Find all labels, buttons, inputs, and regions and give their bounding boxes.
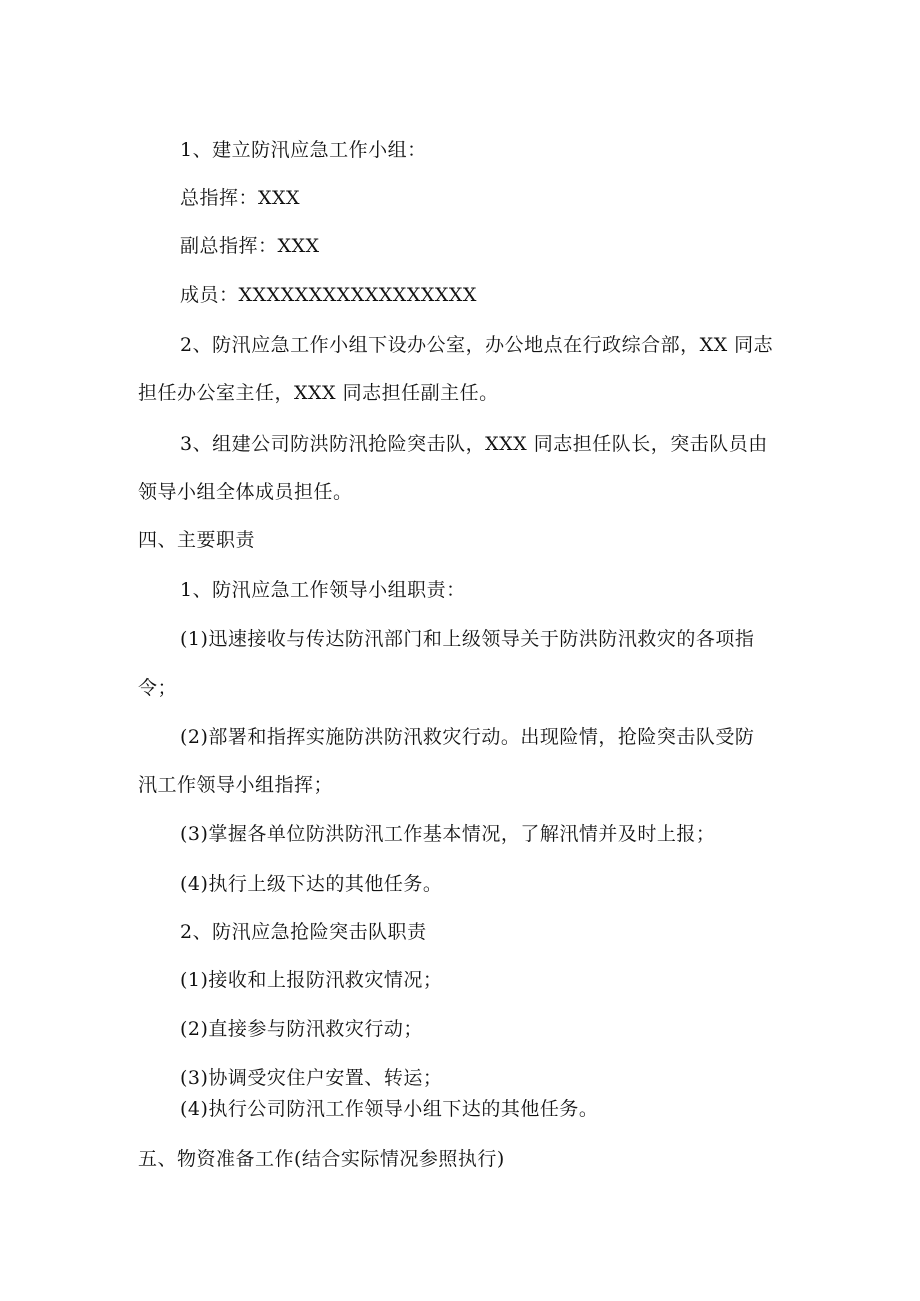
text-line: (3)协调受灾住户安置、转运； [180, 1067, 443, 1089]
text-line: 2、防汛应急抢险突击队职责 [180, 921, 427, 943]
text-line: 汛工作领导小组指挥； [138, 774, 334, 796]
text-line: (1)迅速接收与传达防汛部门和上级领导关于防洪防汛救灾的各项指 [180, 628, 755, 650]
text-line: (2)直接参与防汛救灾行动； [180, 1018, 423, 1040]
text-line: 担任办公室主任，XXX 同志担任副主任。 [138, 382, 499, 404]
text-line: 2、防汛应急工作小组下设办公室，办公地点在行政综合部，XX 同志 [180, 334, 774, 356]
text-line: (4)执行上级下达的其他任务。 [180, 873, 443, 895]
text-line: 1、建立防汛应急工作小组： [180, 139, 427, 161]
text-line: 领导小组全体成员担任。 [138, 481, 353, 503]
text-line: 3、组建公司防洪防汛抢险突击队，XXX 同志担任队长，突击队员由 [180, 433, 768, 455]
text-line: 1、防汛应急工作领导小组职责： [180, 579, 466, 601]
text-line: (1)接收和上报防汛救灾情况； [180, 969, 443, 991]
text-line: (3)掌握各单位防洪防汛工作基本情况，了解汛情并及时上报； [180, 823, 716, 845]
text-line: (4)执行公司防汛工作领导小组下达的其他任务。 [180, 1098, 599, 1120]
text-line: 副总指挥：XXX [180, 235, 320, 257]
text-line: (2)部署和指挥实施防洪防汛救灾行动。出现险情，抢险突击队受防 [180, 726, 755, 748]
text-line: 总指挥：XXX [180, 187, 301, 209]
text-line: 令； [138, 677, 178, 699]
section-heading: 五、物资准备工作(结合实际情况参照执行) [138, 1148, 505, 1170]
section-heading: 四、主要职责 [138, 529, 256, 551]
text-line: 成员：XXXXXXXXXXXXXXXXX [180, 284, 477, 306]
